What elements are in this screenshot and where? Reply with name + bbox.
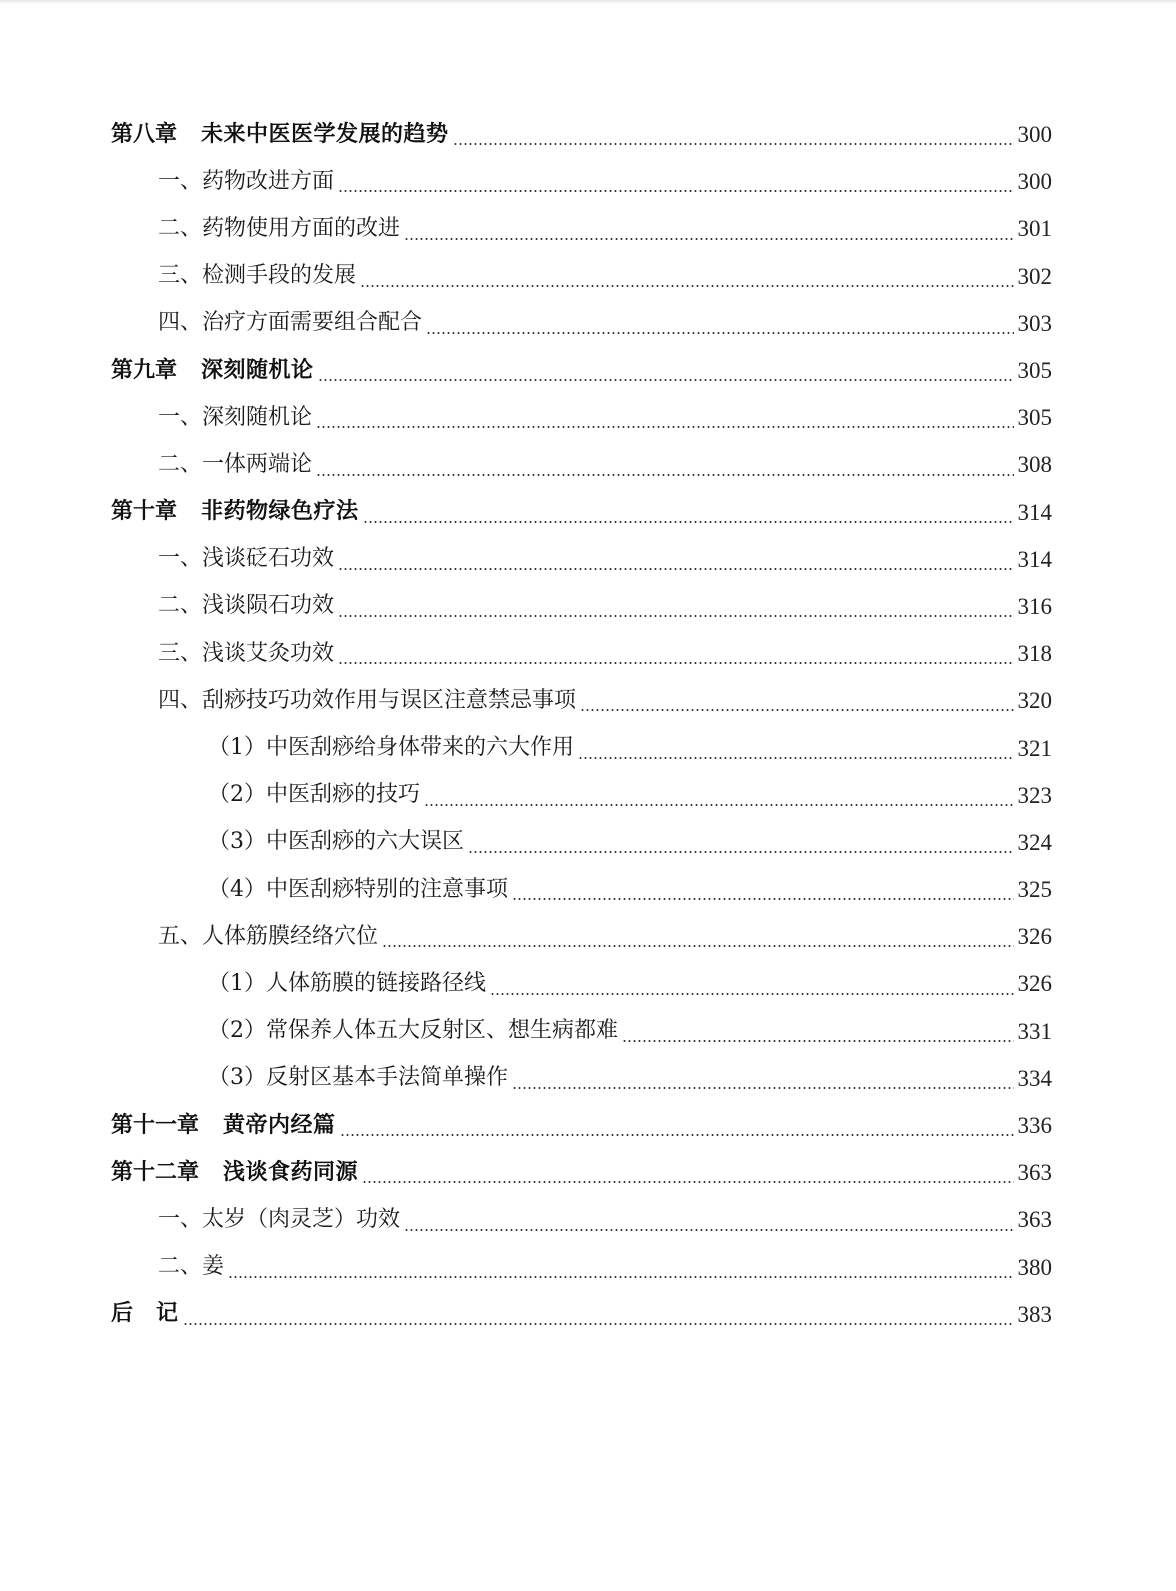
toc-entry-title: （3）反射区基本手法简单操作 xyxy=(208,1065,508,1091)
table-of-contents xyxy=(0,111,1176,1338)
toc-dot-leader xyxy=(453,140,1014,146)
toc-entry-title: 浅谈食药同源 xyxy=(223,1159,359,1185)
toc-section-entry[interactable] xyxy=(0,205,1176,252)
toc-page-number: 320 xyxy=(1017,688,1052,714)
toc-entry-title: 二、药物使用方面的改进 xyxy=(158,215,401,241)
toc-entry-title: 二、一体两端论 xyxy=(158,451,313,477)
toc-entry-title: 未来中医医学发展的趋势 xyxy=(201,121,449,147)
toc-entry-title: 三、检测手段的发展 xyxy=(158,263,357,289)
toc-entry-title: 三、浅谈艾灸功效 xyxy=(158,640,335,666)
toc-section-entry[interactable] xyxy=(0,1196,1176,1243)
toc-section-entry[interactable] xyxy=(0,253,1176,300)
toc-section-entry[interactable] xyxy=(0,677,1176,724)
toc-section-entry[interactable] xyxy=(0,1244,1176,1291)
page-top-edge xyxy=(0,0,1176,4)
toc-subsection-entry[interactable] xyxy=(0,724,1176,771)
toc-subsection-entry[interactable] xyxy=(0,1055,1176,1102)
toc-page-number: 303 xyxy=(1017,310,1052,336)
toc-page-number: 336 xyxy=(1017,1113,1052,1139)
toc-dot-leader xyxy=(404,235,1013,241)
toc-page-number: 321 xyxy=(1017,735,1052,761)
toc-entry-title: 二、姜 xyxy=(158,1254,225,1280)
toc-page-number: 305 xyxy=(1017,358,1052,384)
toc-page-number: 334 xyxy=(1017,1065,1052,1091)
toc-page-number: 331 xyxy=(1017,1018,1052,1044)
toc-page-number: 383 xyxy=(1017,1301,1052,1327)
toc-dot-leader xyxy=(316,471,1013,477)
toc-chapter-number: 第十章 xyxy=(111,499,178,525)
toc-dot-leader xyxy=(622,1037,1014,1043)
toc-dot-leader xyxy=(363,518,1014,524)
toc-subsection-entry[interactable] xyxy=(0,960,1176,1007)
toc-dot-leader xyxy=(338,659,1013,665)
toc-page-number: 324 xyxy=(1017,829,1052,855)
toc-page-number: 380 xyxy=(1017,1254,1052,1280)
toc-entry-title: 非药物绿色疗法 xyxy=(201,499,359,525)
toc-dot-leader xyxy=(340,1131,1014,1137)
toc-dot-leader xyxy=(183,1320,1014,1326)
toc-section-entry[interactable] xyxy=(0,394,1176,441)
toc-section-entry[interactable] xyxy=(0,630,1176,677)
toc-entry-title: 四、治疗方面需要组合配合 xyxy=(158,310,423,336)
toc-entry-title: （4）中医刮痧特别的注意事项 xyxy=(208,876,508,902)
toc-dot-leader xyxy=(404,1226,1013,1232)
toc-dot-leader xyxy=(360,282,1013,288)
toc-section-entry[interactable] xyxy=(0,536,1176,583)
toc-page-number: 363 xyxy=(1017,1207,1052,1233)
toc-page-number: 325 xyxy=(1017,877,1052,903)
toc-entry-title: 一、药物改进方面 xyxy=(158,168,335,194)
toc-dot-leader xyxy=(426,329,1013,335)
toc-section-entry[interactable] xyxy=(0,158,1176,205)
toc-page-number: 300 xyxy=(1017,122,1052,148)
toc-dot-leader xyxy=(316,423,1013,429)
toc-section-entry[interactable] xyxy=(0,913,1176,960)
toc-page-number: 300 xyxy=(1017,169,1052,195)
toc-page-number: 363 xyxy=(1017,1160,1052,1186)
toc-chapter-number: 第九章 xyxy=(111,357,178,383)
toc-entry-title: （2）中医刮痧的技巧 xyxy=(208,782,420,808)
toc-chapter-entry[interactable] xyxy=(0,1291,1176,1338)
toc-entry-title: 五、人体筋膜经络穴位 xyxy=(158,923,379,949)
toc-dot-leader xyxy=(512,895,1014,901)
toc-chapter-number: 第八章 xyxy=(111,121,178,147)
toc-entry-title: （1）人体筋膜的链接路径线 xyxy=(208,970,486,996)
toc-page-number: 302 xyxy=(1017,263,1052,289)
toc-page-number: 314 xyxy=(1017,546,1052,572)
toc-page-number: 323 xyxy=(1017,782,1052,808)
toc-entry-title: 黄帝内经篇 xyxy=(223,1112,336,1138)
toc-dot-leader xyxy=(424,801,1014,807)
toc-chapter-number: 第十二章 xyxy=(111,1159,200,1185)
toc-dot-leader xyxy=(512,1084,1014,1090)
toc-page-number: 301 xyxy=(1017,216,1052,242)
toc-subsection-entry[interactable] xyxy=(0,819,1176,866)
toc-dot-leader xyxy=(338,565,1013,571)
toc-subsection-entry[interactable] xyxy=(0,866,1176,913)
toc-chapter-entry[interactable] xyxy=(0,347,1176,394)
toc-chapter-entry[interactable] xyxy=(0,489,1176,536)
toc-page-number: 318 xyxy=(1017,641,1052,667)
toc-page-number: 316 xyxy=(1017,593,1052,619)
toc-dot-leader xyxy=(338,612,1013,618)
toc-page-number: 326 xyxy=(1017,971,1052,997)
toc-chapter-entry[interactable] xyxy=(0,1149,1176,1196)
toc-page-number: 305 xyxy=(1017,405,1052,431)
toc-chapter-entry[interactable] xyxy=(0,1102,1176,1149)
toc-page-number: 314 xyxy=(1017,499,1052,525)
toc-dot-leader xyxy=(490,990,1014,996)
toc-entry-title: 后 记 xyxy=(111,1301,179,1327)
toc-page-number: 308 xyxy=(1017,452,1052,478)
toc-subsection-entry[interactable] xyxy=(0,772,1176,819)
toc-entry-title: （2）常保养人体五大反射区、想生病都难 xyxy=(208,1018,618,1044)
toc-entry-title: 一、浅谈砭石功效 xyxy=(158,546,335,572)
toc-dot-leader xyxy=(468,848,1014,854)
toc-dot-leader xyxy=(580,706,1013,712)
toc-entry-title: （1）中医刮痧给身体带来的六大作用 xyxy=(208,735,574,761)
toc-entry-title: 一、太岁（肉灵芝）功效 xyxy=(158,1206,401,1232)
toc-chapter-entry[interactable] xyxy=(0,111,1176,158)
toc-entry-title: 一、深刻随机论 xyxy=(158,404,313,430)
toc-page-number: 326 xyxy=(1017,924,1052,950)
toc-entry-title: 深刻随机论 xyxy=(201,357,314,383)
toc-section-entry[interactable] xyxy=(0,300,1176,347)
toc-dot-leader xyxy=(382,942,1013,948)
toc-entry-title: 二、浅谈陨石功效 xyxy=(158,593,335,619)
toc-dot-leader xyxy=(318,376,1014,382)
toc-dot-leader xyxy=(362,1178,1013,1184)
toc-dot-leader xyxy=(338,187,1013,193)
toc-section-entry[interactable] xyxy=(0,441,1176,488)
toc-chapter-number: 第十一章 xyxy=(111,1112,200,1138)
toc-subsection-entry[interactable] xyxy=(0,1008,1176,1055)
toc-dot-leader xyxy=(228,1273,1013,1279)
toc-section-entry[interactable] xyxy=(0,583,1176,630)
toc-dot-leader xyxy=(578,754,1014,760)
toc-entry-title: （3）中医刮痧的六大误区 xyxy=(208,829,464,855)
toc-entry-title: 四、刮痧技巧功效作用与误区注意禁忌事项 xyxy=(158,687,577,713)
